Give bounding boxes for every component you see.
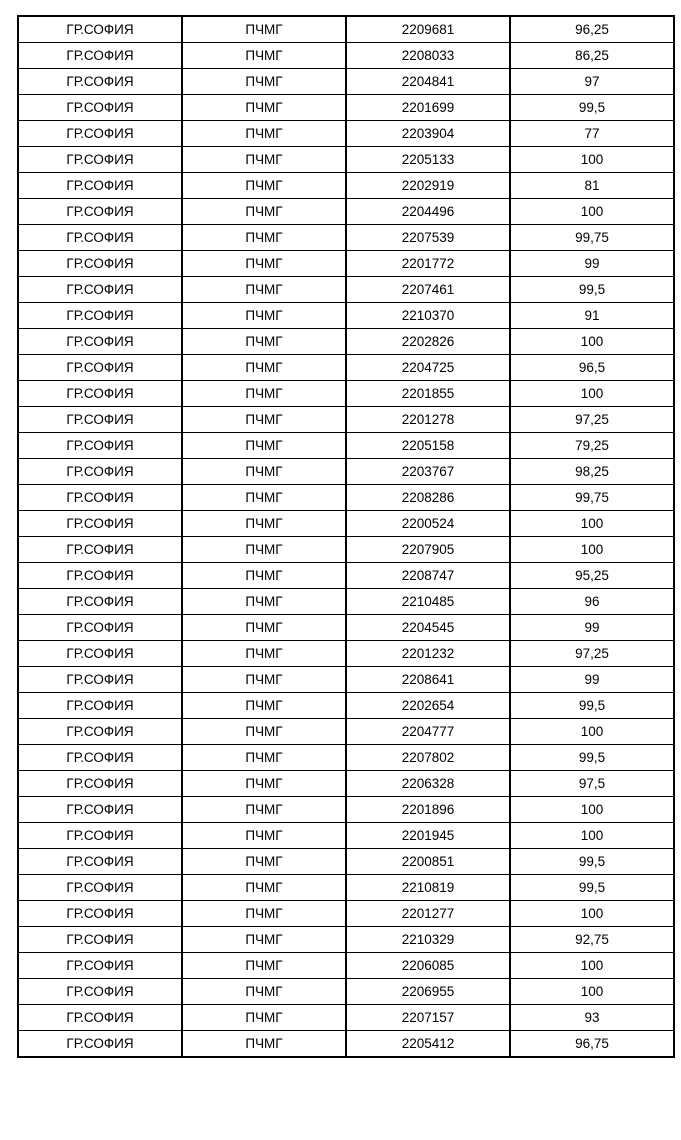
school-cell: ПЧМГ — [182, 303, 346, 329]
table-row — [18, 147, 674, 173]
city-cell: ГР.СОФИЯ — [18, 667, 182, 693]
candidate-id-cell: 2204725 — [346, 355, 510, 381]
table-row — [18, 381, 674, 407]
score-cell: 99,5 — [510, 849, 674, 875]
school-cell: ПЧМГ — [182, 329, 346, 355]
city-cell: ГР.СОФИЯ — [18, 823, 182, 849]
school-cell: ПЧМГ — [182, 693, 346, 719]
candidate-id-cell: 2205412 — [346, 1031, 510, 1058]
school-cell: ПЧМГ — [182, 589, 346, 615]
table-row — [18, 823, 674, 849]
school-cell: ПЧМГ — [182, 771, 346, 797]
score-cell: 96,25 — [510, 16, 674, 43]
candidate-id-cell: 2204841 — [346, 69, 510, 95]
city-cell: ГР.СОФИЯ — [18, 303, 182, 329]
candidate-id-cell: 2201699 — [346, 95, 510, 121]
school-cell: ПЧМГ — [182, 433, 346, 459]
school-cell: ПЧМГ — [182, 459, 346, 485]
school-cell: ПЧМГ — [182, 1031, 346, 1058]
candidate-id-cell: 2201278 — [346, 407, 510, 433]
candidate-id-cell: 2210819 — [346, 875, 510, 901]
city-cell: ГР.СОФИЯ — [18, 537, 182, 563]
table-row — [18, 745, 674, 771]
table-row — [18, 641, 674, 667]
score-cell: 100 — [510, 797, 674, 823]
table-row — [18, 849, 674, 875]
school-cell: ПЧМГ — [182, 407, 346, 433]
table-row — [18, 303, 674, 329]
candidate-id-cell: 2209681 — [346, 16, 510, 43]
school-cell: ПЧМГ — [182, 511, 346, 537]
table-row — [18, 589, 674, 615]
candidate-id-cell: 2208747 — [346, 563, 510, 589]
score-cell: 100 — [510, 381, 674, 407]
candidate-id-cell: 2201772 — [346, 251, 510, 277]
city-cell: ГР.СОФИЯ — [18, 173, 182, 199]
score-cell: 100 — [510, 979, 674, 1005]
candidate-id-cell: 2206085 — [346, 953, 510, 979]
candidate-id-cell: 2202826 — [346, 329, 510, 355]
table-row — [18, 667, 674, 693]
score-cell: 96 — [510, 589, 674, 615]
score-cell: 100 — [510, 147, 674, 173]
candidate-id-cell: 2201896 — [346, 797, 510, 823]
candidate-id-cell: 2206955 — [346, 979, 510, 1005]
score-cell: 93 — [510, 1005, 674, 1031]
candidate-id-cell: 2207461 — [346, 277, 510, 303]
score-cell: 100 — [510, 537, 674, 563]
candidate-id-cell: 2201277 — [346, 901, 510, 927]
school-cell: ПЧМГ — [182, 537, 346, 563]
candidate-id-cell: 2203767 — [346, 459, 510, 485]
candidate-id-cell: 2204496 — [346, 199, 510, 225]
candidate-id-cell: 2200851 — [346, 849, 510, 875]
results-table — [17, 15, 675, 1058]
candidate-id-cell: 2208641 — [346, 667, 510, 693]
school-cell: ПЧМГ — [182, 251, 346, 277]
school-cell: ПЧМГ — [182, 225, 346, 251]
table-row — [18, 69, 674, 95]
score-cell: 81 — [510, 173, 674, 199]
candidate-id-cell: 2207157 — [346, 1005, 510, 1031]
score-cell: 92,75 — [510, 927, 674, 953]
score-cell: 99,5 — [510, 95, 674, 121]
score-cell: 99 — [510, 615, 674, 641]
city-cell: ГР.СОФИЯ — [18, 589, 182, 615]
score-cell: 97,25 — [510, 407, 674, 433]
city-cell: ГР.СОФИЯ — [18, 69, 182, 95]
city-cell: ГР.СОФИЯ — [18, 693, 182, 719]
score-cell: 100 — [510, 199, 674, 225]
city-cell: ГР.СОФИЯ — [18, 927, 182, 953]
school-cell: ПЧМГ — [182, 199, 346, 225]
score-cell: 96,75 — [510, 1031, 674, 1058]
candidate-id-cell: 2202919 — [346, 173, 510, 199]
city-cell: ГР.СОФИЯ — [18, 199, 182, 225]
table-row — [18, 433, 674, 459]
school-cell: ПЧМГ — [182, 745, 346, 771]
school-cell: ПЧМГ — [182, 16, 346, 43]
school-cell: ПЧМГ — [182, 979, 346, 1005]
city-cell: ГР.СОФИЯ — [18, 147, 182, 173]
candidate-id-cell: 2207539 — [346, 225, 510, 251]
score-cell: 97,25 — [510, 641, 674, 667]
city-cell: ГР.СОФИЯ — [18, 511, 182, 537]
city-cell: ГР.СОФИЯ — [18, 381, 182, 407]
candidate-id-cell: 2205133 — [346, 147, 510, 173]
school-cell: ПЧМГ — [182, 901, 346, 927]
city-cell: ГР.СОФИЯ — [18, 797, 182, 823]
table-row — [18, 953, 674, 979]
score-cell: 100 — [510, 719, 674, 745]
city-cell: ГР.СОФИЯ — [18, 1005, 182, 1031]
candidate-id-cell: 2202654 — [346, 693, 510, 719]
score-cell: 99,5 — [510, 277, 674, 303]
school-cell: ПЧМГ — [182, 69, 346, 95]
candidate-id-cell: 2204777 — [346, 719, 510, 745]
table-row — [18, 615, 674, 641]
city-cell: ГР.СОФИЯ — [18, 16, 182, 43]
table-row — [18, 1031, 674, 1058]
table-row — [18, 251, 674, 277]
city-cell: ГР.СОФИЯ — [18, 641, 182, 667]
school-cell: ПЧМГ — [182, 277, 346, 303]
school-cell: ПЧМГ — [182, 719, 346, 745]
school-cell: ПЧМГ — [182, 615, 346, 641]
table-row — [18, 719, 674, 745]
city-cell: ГР.СОФИЯ — [18, 433, 182, 459]
score-cell: 99,5 — [510, 693, 674, 719]
city-cell: ГР.СОФИЯ — [18, 563, 182, 589]
city-cell: ГР.СОФИЯ — [18, 485, 182, 511]
school-cell: ПЧМГ — [182, 381, 346, 407]
city-cell: ГР.СОФИЯ — [18, 95, 182, 121]
table-row — [18, 407, 674, 433]
results-table-body — [18, 16, 674, 1057]
table-row — [18, 329, 674, 355]
city-cell: ГР.СОФИЯ — [18, 901, 182, 927]
candidate-id-cell: 2210485 — [346, 589, 510, 615]
school-cell: ПЧМГ — [182, 667, 346, 693]
candidate-id-cell: 2210329 — [346, 927, 510, 953]
score-cell: 97,5 — [510, 771, 674, 797]
table-row — [18, 16, 674, 43]
candidate-id-cell: 2205158 — [346, 433, 510, 459]
score-cell: 100 — [510, 823, 674, 849]
city-cell: ГР.СОФИЯ — [18, 121, 182, 147]
table-row — [18, 979, 674, 1005]
city-cell: ГР.СОФИЯ — [18, 745, 182, 771]
school-cell: ПЧМГ — [182, 953, 346, 979]
score-cell: 100 — [510, 901, 674, 927]
candidate-id-cell: 2207905 — [346, 537, 510, 563]
score-cell: 86,25 — [510, 43, 674, 69]
table-row — [18, 459, 674, 485]
table-row — [18, 927, 674, 953]
candidate-id-cell: 2208286 — [346, 485, 510, 511]
table-row — [18, 875, 674, 901]
score-cell: 100 — [510, 953, 674, 979]
table-row — [18, 225, 674, 251]
city-cell: ГР.СОФИЯ — [18, 953, 182, 979]
score-cell: 96,5 — [510, 355, 674, 381]
candidate-id-cell: 2201945 — [346, 823, 510, 849]
candidate-id-cell: 2210370 — [346, 303, 510, 329]
city-cell: ГР.СОФИЯ — [18, 329, 182, 355]
score-cell: 95,25 — [510, 563, 674, 589]
score-cell: 97 — [510, 69, 674, 95]
city-cell: ГР.СОФИЯ — [18, 615, 182, 641]
table-row — [18, 511, 674, 537]
city-cell: ГР.СОФИЯ — [18, 355, 182, 381]
candidate-id-cell: 2207802 — [346, 745, 510, 771]
candidate-id-cell: 2203904 — [346, 121, 510, 147]
candidate-id-cell: 2208033 — [346, 43, 510, 69]
score-cell: 99,75 — [510, 225, 674, 251]
school-cell: ПЧМГ — [182, 797, 346, 823]
city-cell: ГР.СОФИЯ — [18, 771, 182, 797]
candidate-id-cell: 2206328 — [346, 771, 510, 797]
score-cell: 91 — [510, 303, 674, 329]
city-cell: ГР.СОФИЯ — [18, 407, 182, 433]
score-cell: 99 — [510, 251, 674, 277]
school-cell: ПЧМГ — [182, 823, 346, 849]
school-cell: ПЧМГ — [182, 875, 346, 901]
city-cell: ГР.СОФИЯ — [18, 43, 182, 69]
city-cell: ГР.СОФИЯ — [18, 875, 182, 901]
city-cell: ГР.СОФИЯ — [18, 225, 182, 251]
city-cell: ГР.СОФИЯ — [18, 277, 182, 303]
table-row — [18, 537, 674, 563]
table-row — [18, 1005, 674, 1031]
school-cell: ПЧМГ — [182, 563, 346, 589]
score-cell: 99,75 — [510, 485, 674, 511]
score-cell: 100 — [510, 511, 674, 537]
school-cell: ПЧМГ — [182, 355, 346, 381]
score-cell: 99 — [510, 667, 674, 693]
city-cell: ГР.СОФИЯ — [18, 979, 182, 1005]
table-row — [18, 693, 674, 719]
school-cell: ПЧМГ — [182, 147, 346, 173]
score-cell: 99,5 — [510, 875, 674, 901]
city-cell: ГР.СОФИЯ — [18, 1031, 182, 1058]
table-row — [18, 277, 674, 303]
score-cell: 98,25 — [510, 459, 674, 485]
school-cell: ПЧМГ — [182, 485, 346, 511]
score-cell: 99,5 — [510, 745, 674, 771]
city-cell: ГР.СОФИЯ — [18, 849, 182, 875]
table-row — [18, 771, 674, 797]
city-cell: ГР.СОФИЯ — [18, 251, 182, 277]
school-cell: ПЧМГ — [182, 173, 346, 199]
city-cell: ГР.СОФИЯ — [18, 719, 182, 745]
school-cell: ПЧМГ — [182, 849, 346, 875]
candidate-id-cell: 2204545 — [346, 615, 510, 641]
school-cell: ПЧМГ — [182, 927, 346, 953]
school-cell: ПЧМГ — [182, 95, 346, 121]
score-cell: 100 — [510, 329, 674, 355]
city-cell: ГР.СОФИЯ — [18, 459, 182, 485]
school-cell: ПЧМГ — [182, 641, 346, 667]
table-row — [18, 121, 674, 147]
candidate-id-cell: 2201232 — [346, 641, 510, 667]
school-cell: ПЧМГ — [182, 121, 346, 147]
score-cell: 77 — [510, 121, 674, 147]
table-row — [18, 355, 674, 381]
candidate-id-cell: 2201855 — [346, 381, 510, 407]
school-cell: ПЧМГ — [182, 1005, 346, 1031]
table-row — [18, 563, 674, 589]
score-cell: 79,25 — [510, 433, 674, 459]
table-row — [18, 797, 674, 823]
school-cell: ПЧМГ — [182, 43, 346, 69]
table-row — [18, 199, 674, 225]
table-row — [18, 485, 674, 511]
table-row — [18, 95, 674, 121]
table-row — [18, 901, 674, 927]
table-row — [18, 173, 674, 199]
candidate-id-cell: 2200524 — [346, 511, 510, 537]
table-row — [18, 43, 674, 69]
